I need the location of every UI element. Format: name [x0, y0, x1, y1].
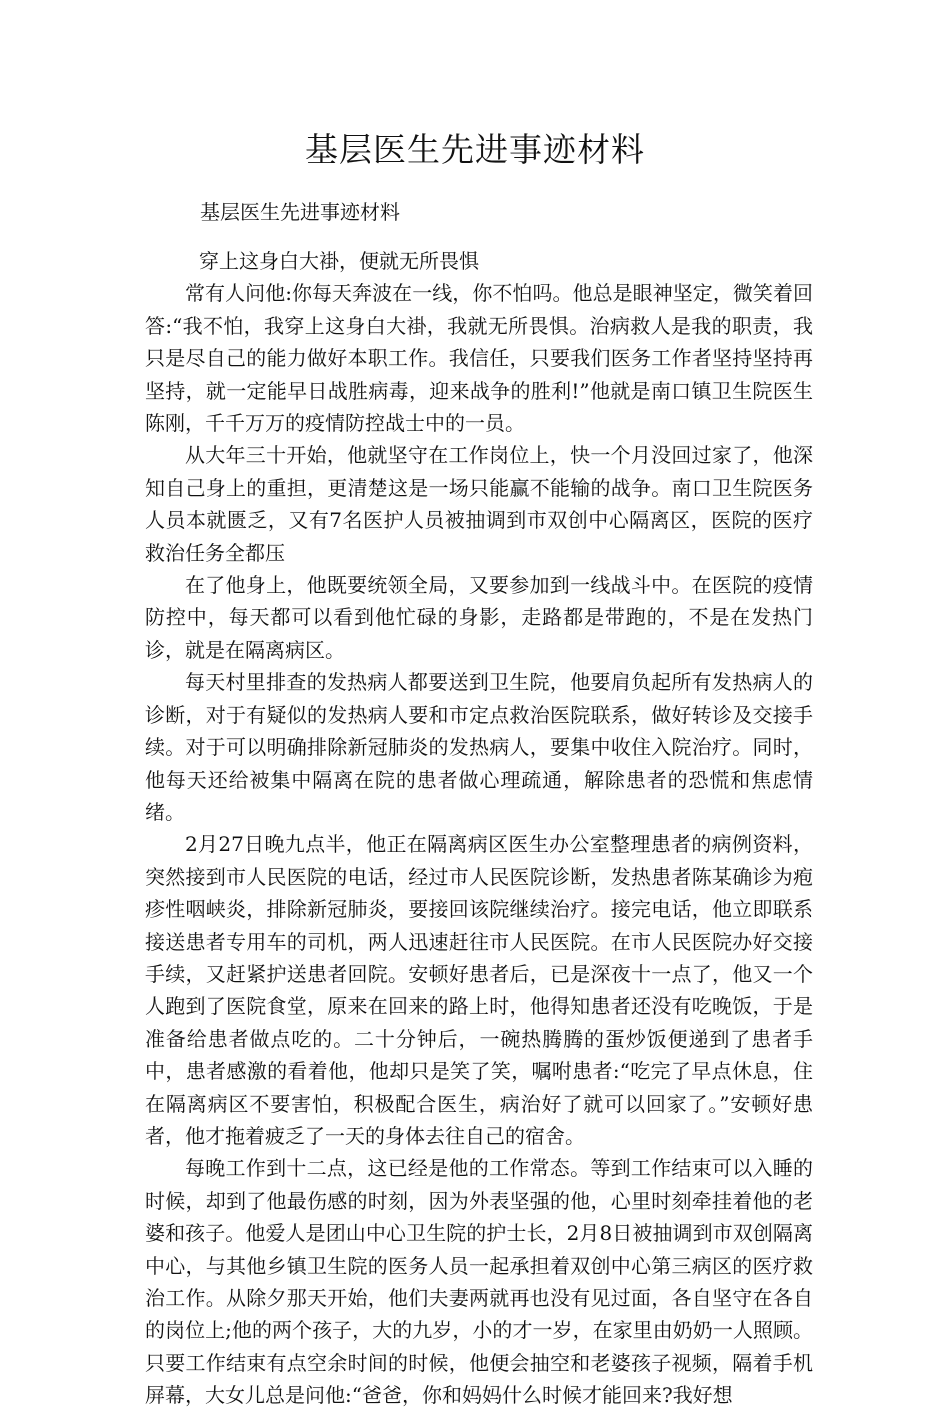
document-subtitle: 基层医生先进事迹材料 [200, 200, 400, 224]
document-body [145, 245, 813, 1412]
section-heading: 穿上这身白大褂，便就无所畏惧 [199, 249, 479, 273]
paragraph: 在了他身上，他既要统领全局，又要参加到一线战斗中。在医院的疫情防控中，每天都可以看到他忙碌的身影，走路都是带跑的，不是在发热门诊，就是在隔离病区。 [145, 573, 813, 662]
document-title: 基层医生先进事迹材料 [305, 130, 645, 169]
paragraph: 每天村里排查的发热病人都要送到卫生院，他要肩负起所有发热病人的诊断，对于有疑似的发热病人要和市定点救治医院联系，做好转诊及交接手续。对于可以明确排除新冠肺炎的发热病人，要集中收住入院治疗。同时，他每天还给被集中隔离在院的患者做心理疏通，解除患者的恐慌和焦虑情绪。 [145, 670, 813, 824]
paragraph: 常有人问他:你每天奔波在一线，你不怕吗。他总是眼神坚定，微笑着回答:“我不怕，我穿上这身白大褂，我就无所畏惧。治病救人是我的职责，我只是尽自己的能力做好本职工作。我信任，只要我们医务工作者坚持坚持再坚持，就一定能早日战胜病毒，迎来战争的胜利!”他就是南口镇卫生院医生陈刚，千千万万的疫情防控战士中的一员。 [145, 281, 813, 436]
paragraph: 每晚工作到十二点，这已经是他的工作常态。等到工作结束可以入睡的时候，却到了他最伤感的时刻，因为外表坚强的他，心里时刻牵挂着他的老婆和孩子。他爱人是团山中心卫生院的护士长，2月8日被抽调到市双创隔离中心，与其他乡镇卫生院的医务人员一起承担着双创中心第三病区的医疗救治工作。从除夕那天开始，他们夫妻两就再也没有见过面，各自坚守在各自的岗位上;他的两个孩子，大的九岁，小的才一岁，在家里由奶奶一人照顾。只要工作结束有点空余时间的时候，他便会抽空和老婆孩子视频，隔着手机屏幕，大女儿总是问他:“爸爸，你和妈妈什么时候才能回来?我好想 [145, 1156, 813, 1408]
paragraph: 从大年三十开始，他就坚守在工作岗位上，快一个月没回过家了，他深知自己身上的重担，更清楚这是一场只能赢不能输的战争。南口卫生院医务人员本就匮乏，又有7名医护人员被抽调到市双创中心隔离区，医院的医疗救治任务全都压 [145, 443, 813, 565]
paragraph: 2月27日晚九点半，他正在隔离病区医生办公室整理患者的病例资料，突然接到市人民医院的电话，经过市人民医院诊断，发热患者陈某确诊为疱疹性咽峡炎，排除新冠肺炎，要接回该院继续治疗。接完电话，他立即联系接送患者专用车的司机，两人迅速赶往市人民医院。在市人民医院办好交接手续，又赶紧护送患者回院。安顿好患者后，已是深夜十一点了，他又一个人跑到了医院食堂，原来在回来的路上时，他得知患者还没有吃晚饭，于是准备给患者做点吃的。二十分钟后，一碗热腾腾的蛋炒饭便递到了患者手中，患者感激的看着他，他却只是笑了笑，嘱咐患者:“吃完了早点休息，住在隔离病区不要害怕，积极配合医生，病治好了就可以回家了。”安顿好患者，他才拖着疲乏了一天的身体去往自己的宿舍。 [145, 832, 813, 1148]
